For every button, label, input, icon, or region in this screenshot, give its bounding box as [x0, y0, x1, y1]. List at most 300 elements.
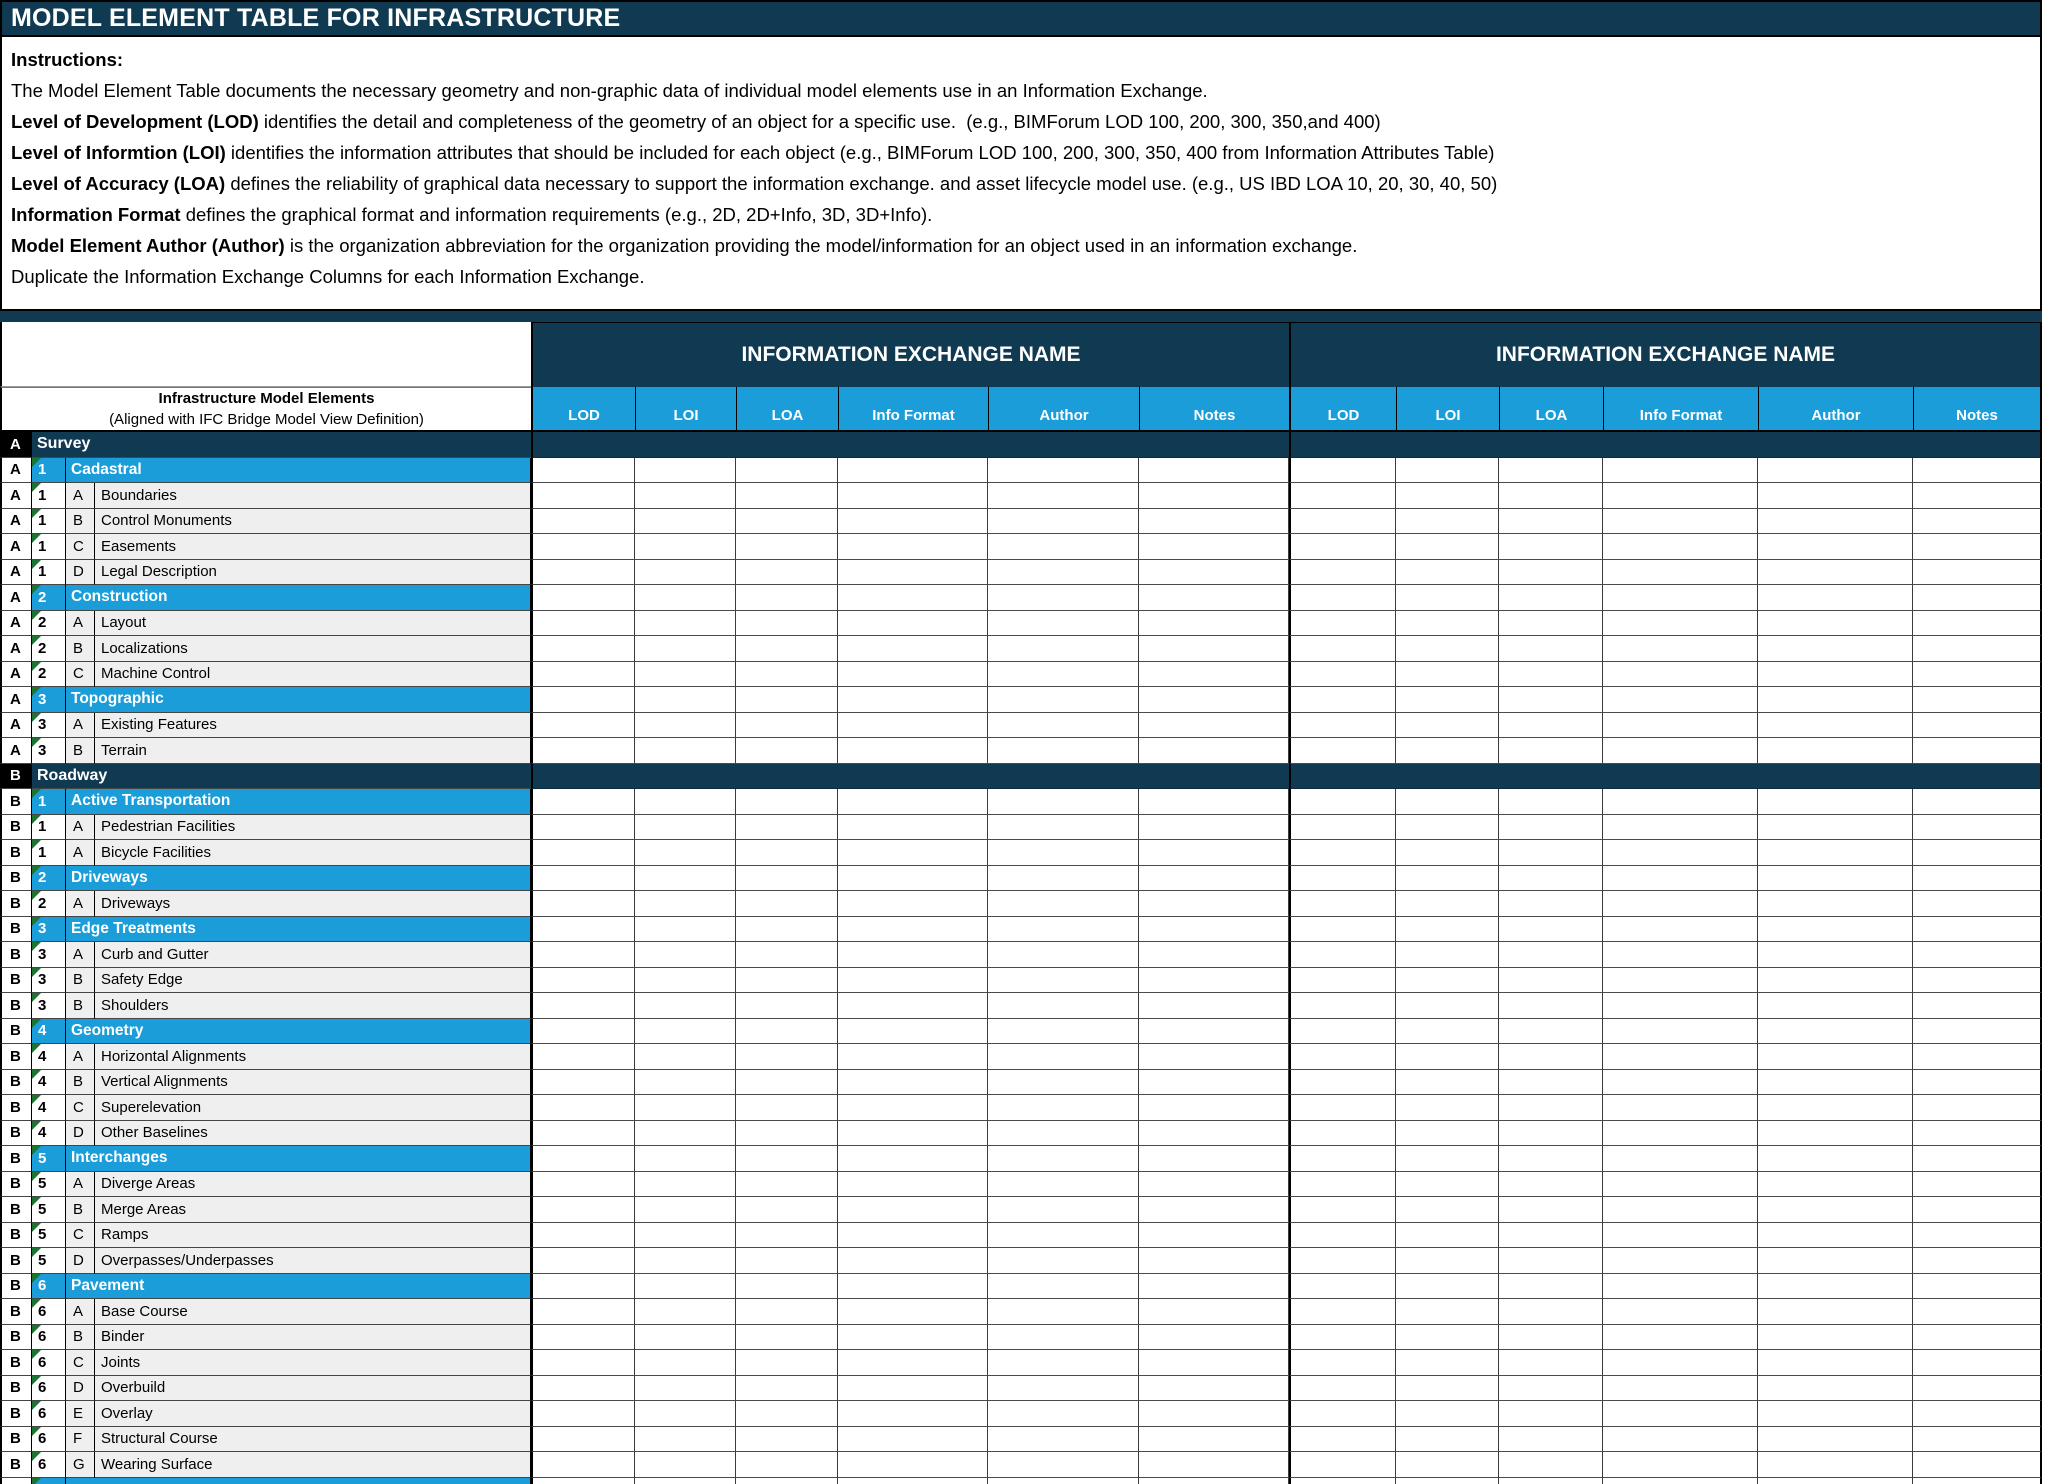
row-letter-cell[interactable]: A [0, 483, 32, 509]
data-cell[interactable] [1913, 1095, 2042, 1121]
item-label-cell[interactable]: Horizontal Alignments [95, 1044, 531, 1070]
data-cell[interactable] [1758, 738, 1913, 764]
data-cell[interactable] [635, 1223, 736, 1249]
data-cell[interactable] [1499, 1478, 1603, 1484]
row-letter-cell[interactable]: A [0, 662, 32, 688]
data-cell[interactable] [1499, 687, 1603, 713]
row-subletter-cell[interactable]: C [66, 1350, 95, 1376]
data-cell[interactable] [838, 1478, 988, 1484]
data-cell[interactable] [1603, 1121, 1758, 1147]
data-cell[interactable] [988, 1095, 1139, 1121]
row-letter-cell[interactable]: A [0, 458, 32, 484]
data-cell[interactable] [1396, 942, 1499, 968]
data-cell[interactable] [1499, 662, 1603, 688]
data-cell[interactable] [531, 1248, 635, 1274]
data-cell[interactable] [1603, 942, 1758, 968]
data-cell[interactable] [1289, 636, 1396, 662]
data-cell[interactable] [635, 1095, 736, 1121]
data-cell[interactable] [635, 968, 736, 994]
column-header-author[interactable]: Author [988, 387, 1139, 430]
data-cell[interactable] [1289, 1248, 1396, 1274]
item-label-cell[interactable]: Ramps [95, 1223, 531, 1249]
row-number-cell[interactable]: 1 [32, 840, 66, 866]
data-cell[interactable] [988, 968, 1139, 994]
data-cell[interactable] [1396, 611, 1499, 637]
data-cell[interactable] [838, 483, 988, 509]
data-cell[interactable] [1758, 815, 1913, 841]
data-cell[interactable] [1289, 968, 1396, 994]
data-cell[interactable] [1396, 738, 1499, 764]
data-cell[interactable] [1499, 1401, 1603, 1427]
data-cell[interactable] [1499, 483, 1603, 509]
data-cell[interactable] [531, 662, 635, 688]
data-cell[interactable] [1499, 1299, 1603, 1325]
row-subletter-cell[interactable]: D [66, 1121, 95, 1147]
data-cell[interactable] [736, 942, 838, 968]
data-cell[interactable] [838, 1299, 988, 1325]
data-cell[interactable] [531, 560, 635, 586]
data-cell[interactable] [1913, 1478, 2042, 1484]
data-cell[interactable] [838, 1019, 988, 1045]
row-letter-cell[interactable]: B [0, 1401, 32, 1427]
row-letter-cell[interactable]: A [0, 560, 32, 586]
data-cell[interactable] [838, 662, 988, 688]
data-cell[interactable] [1289, 1274, 1396, 1300]
data-cell[interactable] [1396, 509, 1499, 535]
data-cell[interactable] [988, 636, 1139, 662]
data-cell[interactable] [1139, 1070, 1289, 1096]
data-cell[interactable] [1499, 789, 1603, 815]
data-cell[interactable] [838, 458, 988, 484]
data-cell[interactable] [1913, 1427, 2042, 1453]
row-letter-cell[interactable]: B [0, 789, 32, 815]
data-cell[interactable] [1758, 866, 1913, 892]
data-cell[interactable] [838, 636, 988, 662]
data-cell[interactable] [736, 1223, 838, 1249]
data-cell[interactable] [838, 1401, 988, 1427]
data-cell[interactable] [1913, 866, 2042, 892]
data-cell[interactable] [1603, 458, 1758, 484]
item-label-cell[interactable]: Existing Features [95, 713, 531, 739]
item-label-cell[interactable]: Diverge Areas [95, 1172, 531, 1198]
data-cell[interactable] [1139, 738, 1289, 764]
data-cell[interactable] [838, 1325, 988, 1351]
data-cell[interactable] [1913, 1172, 2042, 1198]
item-label-cell[interactable]: Overlay [95, 1401, 531, 1427]
row-letter-cell[interactable]: B [0, 1350, 32, 1376]
data-cell[interactable] [1913, 560, 2042, 586]
data-cell[interactable] [1758, 840, 1913, 866]
data-cell[interactable] [1913, 1299, 2042, 1325]
data-cell[interactable] [635, 1121, 736, 1147]
row-letter-cell[interactable]: B [0, 1376, 32, 1402]
data-cell[interactable] [988, 1325, 1139, 1351]
data-cell[interactable] [1396, 1478, 1499, 1484]
data-cell[interactable] [838, 1427, 988, 1453]
data-cell[interactable] [531, 1299, 635, 1325]
data-cell[interactable] [1913, 611, 2042, 637]
column-header-loi[interactable]: LOI [635, 387, 736, 430]
data-cell[interactable] [1289, 1223, 1396, 1249]
data-cell[interactable] [736, 1095, 838, 1121]
data-cell[interactable] [1758, 687, 1913, 713]
row-letter-cell[interactable]: B [0, 1197, 32, 1223]
data-cell[interactable] [531, 1044, 635, 1070]
data-cell[interactable] [1603, 1172, 1758, 1198]
data-cell[interactable] [1396, 1325, 1499, 1351]
data-cell[interactable] [531, 968, 635, 994]
data-cell[interactable] [1758, 611, 1913, 637]
data-cell[interactable] [1758, 1248, 1913, 1274]
data-cell[interactable] [1603, 534, 1758, 560]
row-subletter-cell[interactable]: C [66, 534, 95, 560]
column-header-loi[interactable]: LOI [1396, 387, 1499, 430]
data-cell[interactable] [1139, 942, 1289, 968]
data-cell[interactable] [531, 1401, 635, 1427]
data-cell[interactable] [635, 1197, 736, 1223]
data-cell[interactable] [988, 560, 1139, 586]
data-cell[interactable] [988, 1478, 1139, 1484]
data-cell[interactable] [635, 1376, 736, 1402]
column-header-info-format[interactable]: Info Format [838, 387, 988, 430]
section-data-region[interactable] [1289, 764, 2042, 790]
data-cell[interactable] [1913, 1274, 2042, 1300]
data-cell[interactable] [1603, 1248, 1758, 1274]
data-cell[interactable] [1499, 738, 1603, 764]
data-cell[interactable] [1396, 815, 1499, 841]
data-cell[interactable] [635, 1146, 736, 1172]
data-cell[interactable] [736, 1376, 838, 1402]
data-cell[interactable] [1289, 789, 1396, 815]
data-cell[interactable] [736, 866, 838, 892]
row-subletter-cell[interactable]: B [66, 1197, 95, 1223]
data-cell[interactable] [736, 1274, 838, 1300]
data-cell[interactable] [635, 713, 736, 739]
data-cell[interactable] [1758, 1325, 1913, 1351]
section-data-region[interactable] [1289, 432, 2042, 458]
data-cell[interactable] [736, 789, 838, 815]
row-number-cell[interactable]: 2 [32, 611, 66, 637]
row-subletter-cell[interactable]: D [66, 560, 95, 586]
data-cell[interactable] [531, 891, 635, 917]
data-cell[interactable] [1913, 534, 2042, 560]
data-cell[interactable] [736, 815, 838, 841]
data-cell[interactable] [1603, 1095, 1758, 1121]
data-cell[interactable] [1499, 509, 1603, 535]
data-cell[interactable] [635, 738, 736, 764]
data-cell[interactable] [1289, 1325, 1396, 1351]
data-cell[interactable] [1289, 1299, 1396, 1325]
data-cell[interactable] [1499, 917, 1603, 943]
data-cell[interactable] [1139, 534, 1289, 560]
row-letter-cell[interactable]: B [0, 1019, 32, 1045]
row-number-cell[interactable]: 6 [32, 1274, 66, 1300]
data-cell[interactable] [1139, 483, 1289, 509]
data-cell[interactable] [1396, 662, 1499, 688]
data-cell[interactable] [838, 560, 988, 586]
data-cell[interactable] [1289, 1401, 1396, 1427]
data-cell[interactable] [531, 585, 635, 611]
row-number-cell[interactable]: 1 [32, 560, 66, 586]
data-cell[interactable] [1139, 1223, 1289, 1249]
data-cell[interactable] [1499, 1044, 1603, 1070]
data-cell[interactable] [1499, 1248, 1603, 1274]
data-cell[interactable] [531, 942, 635, 968]
data-cell[interactable] [1913, 993, 2042, 1019]
data-cell[interactable] [1603, 636, 1758, 662]
item-label-cell[interactable]: Safety Edge [95, 968, 531, 994]
data-cell[interactable] [635, 534, 736, 560]
data-cell[interactable] [1289, 738, 1396, 764]
data-cell[interactable] [531, 1274, 635, 1300]
row-subletter-cell[interactable]: B [66, 993, 95, 1019]
data-cell[interactable] [1289, 866, 1396, 892]
data-cell[interactable] [635, 458, 736, 484]
column-header-loa[interactable]: LOA [1499, 387, 1603, 430]
column-header-author[interactable]: Author [1758, 387, 1913, 430]
data-cell[interactable] [1289, 891, 1396, 917]
data-cell[interactable] [1396, 1146, 1499, 1172]
item-label-cell[interactable]: Boundaries [95, 483, 531, 509]
data-cell[interactable] [1913, 968, 2042, 994]
category-label-cell[interactable]: Driveways [66, 866, 531, 892]
data-cell[interactable] [1396, 1019, 1499, 1045]
data-cell[interactable] [1139, 560, 1289, 586]
data-cell[interactable] [1139, 1299, 1289, 1325]
row-letter-cell[interactable]: B [0, 1121, 32, 1147]
row-letter-cell[interactable]: A [0, 585, 32, 611]
item-label-cell[interactable]: Layout [95, 611, 531, 637]
data-cell[interactable] [838, 1274, 988, 1300]
data-cell[interactable] [1758, 534, 1913, 560]
data-cell[interactable] [1139, 687, 1289, 713]
data-cell[interactable] [1289, 1452, 1396, 1478]
data-cell[interactable] [736, 458, 838, 484]
data-cell[interactable] [1603, 1427, 1758, 1453]
data-cell[interactable] [531, 687, 635, 713]
data-cell[interactable] [635, 1299, 736, 1325]
category-label-cell[interactable]: Pavement [66, 1274, 531, 1300]
data-cell[interactable] [1289, 560, 1396, 586]
data-cell[interactable] [838, 1121, 988, 1147]
data-cell[interactable] [1139, 1452, 1289, 1478]
row-letter-cell[interactable]: B [0, 1146, 32, 1172]
data-cell[interactable] [1499, 815, 1603, 841]
data-cell[interactable] [838, 942, 988, 968]
data-cell[interactable] [635, 942, 736, 968]
data-cell[interactable] [635, 585, 736, 611]
row-number-cell[interactable]: 3 [32, 687, 66, 713]
data-cell[interactable] [1913, 1452, 2042, 1478]
data-cell[interactable] [1396, 1248, 1499, 1274]
data-cell[interactable] [1139, 458, 1289, 484]
row-letter-cell[interactable]: A [0, 636, 32, 662]
data-cell[interactable] [635, 917, 736, 943]
data-cell[interactable] [635, 483, 736, 509]
data-cell[interactable] [736, 611, 838, 637]
data-cell[interactable] [838, 917, 988, 943]
data-cell[interactable] [1603, 1044, 1758, 1070]
data-cell[interactable] [1396, 1350, 1499, 1376]
row-number-cell[interactable]: 2 [32, 585, 66, 611]
category-label-cell[interactable]: Geometry [66, 1019, 531, 1045]
row-number-cell[interactable]: 4 [32, 1070, 66, 1096]
data-cell[interactable] [1139, 1427, 1289, 1453]
data-cell[interactable] [988, 789, 1139, 815]
data-cell[interactable] [531, 611, 635, 637]
row-subletter-cell[interactable]: A [66, 483, 95, 509]
data-cell[interactable] [1499, 636, 1603, 662]
data-cell[interactable] [838, 1172, 988, 1198]
data-cell[interactable] [1758, 968, 1913, 994]
row-number-cell[interactable]: 1 [32, 815, 66, 841]
row-letter-cell[interactable]: B [0, 866, 32, 892]
data-cell[interactable] [838, 738, 988, 764]
row-letter-cell[interactable]: B [0, 968, 32, 994]
data-cell[interactable] [1758, 1146, 1913, 1172]
data-cell[interactable] [1396, 483, 1499, 509]
row-subletter-cell[interactable]: E [66, 1401, 95, 1427]
row-number-cell[interactable]: 1 [32, 458, 66, 484]
model-elements-header-cell[interactable] [0, 387, 531, 430]
data-cell[interactable] [1289, 1044, 1396, 1070]
row-number-cell[interactable]: 2 [32, 866, 66, 892]
data-cell[interactable] [1396, 1070, 1499, 1096]
data-cell[interactable] [988, 917, 1139, 943]
data-cell[interactable] [1913, 840, 2042, 866]
data-cell[interactable] [635, 1274, 736, 1300]
row-letter-cell[interactable]: B [0, 891, 32, 917]
data-cell[interactable] [1913, 662, 2042, 688]
data-cell[interactable] [1603, 1350, 1758, 1376]
row-letter-cell[interactable]: B [0, 1070, 32, 1096]
data-cell[interactable] [635, 789, 736, 815]
data-cell[interactable] [1603, 1452, 1758, 1478]
data-cell[interactable] [1913, 1248, 2042, 1274]
data-cell[interactable] [838, 534, 988, 560]
data-cell[interactable] [1289, 815, 1396, 841]
data-cell[interactable] [1603, 917, 1758, 943]
data-cell[interactable] [1758, 1299, 1913, 1325]
data-cell[interactable] [838, 611, 988, 637]
data-cell[interactable] [531, 1095, 635, 1121]
data-cell[interactable] [1913, 815, 2042, 841]
section-data-region[interactable] [531, 432, 1289, 458]
data-cell[interactable] [1499, 1146, 1603, 1172]
row-subletter-cell[interactable]: D [66, 1376, 95, 1402]
item-label-cell[interactable]: Machine Control [95, 662, 531, 688]
data-cell[interactable] [1139, 1146, 1289, 1172]
data-cell[interactable] [736, 1197, 838, 1223]
data-cell[interactable] [1499, 1452, 1603, 1478]
data-cell[interactable] [838, 585, 988, 611]
data-cell[interactable] [1913, 1350, 2042, 1376]
item-label-cell[interactable]: Terrain [95, 738, 531, 764]
data-cell[interactable] [1139, 968, 1289, 994]
row-subletter-cell[interactable]: A [66, 840, 95, 866]
row-subletter-cell[interactable]: A [66, 815, 95, 841]
row-number-cell[interactable]: 3 [32, 993, 66, 1019]
data-cell[interactable] [1603, 866, 1758, 892]
data-cell[interactable] [1139, 789, 1289, 815]
data-cell[interactable] [635, 1452, 736, 1478]
data-cell[interactable] [531, 789, 635, 815]
data-cell[interactable] [1139, 713, 1289, 739]
item-label-cell[interactable]: Bicycle Facilities [95, 840, 531, 866]
data-cell[interactable] [1139, 585, 1289, 611]
data-cell[interactable] [1139, 1019, 1289, 1045]
info-exchange-group-header-2[interactable]: INFORMATION EXCHANGE NAME [1289, 322, 2042, 387]
data-cell[interactable] [736, 1146, 838, 1172]
data-cell[interactable] [635, 1478, 736, 1484]
data-cell[interactable] [1396, 866, 1499, 892]
data-cell[interactable] [1396, 1223, 1499, 1249]
data-cell[interactable] [1913, 942, 2042, 968]
data-cell[interactable] [531, 1172, 635, 1198]
row-letter-cell[interactable]: B [0, 1274, 32, 1300]
data-cell[interactable] [531, 1427, 635, 1453]
data-cell[interactable] [635, 993, 736, 1019]
row-number-cell[interactable]: 6 [32, 1350, 66, 1376]
data-cell[interactable] [1603, 560, 1758, 586]
data-cell[interactable] [635, 1044, 736, 1070]
data-cell[interactable] [988, 1274, 1139, 1300]
data-cell[interactable] [531, 483, 635, 509]
data-cell[interactable] [531, 509, 635, 535]
row-letter-cell[interactable]: B [0, 815, 32, 841]
data-cell[interactable] [736, 1019, 838, 1045]
row-number-cell[interactable]: 1 [32, 789, 66, 815]
data-cell[interactable] [1499, 1350, 1603, 1376]
row-letter-cell[interactable]: B [0, 1452, 32, 1478]
row-subletter-cell[interactable]: C [66, 1223, 95, 1249]
data-cell[interactable] [988, 840, 1139, 866]
row-letter-cell[interactable]: B [0, 1044, 32, 1070]
data-cell[interactable] [635, 1427, 736, 1453]
row-number-cell[interactable]: 3 [32, 942, 66, 968]
data-cell[interactable] [635, 1248, 736, 1274]
data-cell[interactable] [1289, 1478, 1396, 1484]
category-label-cell[interactable]: Interchanges [66, 1146, 531, 1172]
data-cell[interactable] [531, 1146, 635, 1172]
data-cell[interactable] [988, 1146, 1139, 1172]
data-cell[interactable] [1289, 1070, 1396, 1096]
row-subletter-cell[interactable]: G [66, 1452, 95, 1478]
data-cell[interactable] [1603, 738, 1758, 764]
data-cell[interactable] [736, 917, 838, 943]
data-cell[interactable] [736, 509, 838, 535]
row-subletter-cell[interactable]: B [66, 636, 95, 662]
data-cell[interactable] [635, 662, 736, 688]
row-number-cell[interactable] [32, 1478, 66, 1484]
data-cell[interactable] [1603, 1376, 1758, 1402]
item-label-cell[interactable]: Merge Areas [95, 1197, 531, 1223]
data-cell[interactable] [531, 866, 635, 892]
data-cell[interactable] [635, 611, 736, 637]
data-cell[interactable] [1289, 534, 1396, 560]
data-cell[interactable] [988, 1299, 1139, 1325]
row-letter-cell[interactable]: B [0, 1095, 32, 1121]
data-cell[interactable] [838, 1350, 988, 1376]
data-cell[interactable] [1139, 840, 1289, 866]
data-cell[interactable] [1139, 815, 1289, 841]
data-cell[interactable] [1139, 1350, 1289, 1376]
data-cell[interactable] [1289, 1376, 1396, 1402]
data-cell[interactable] [531, 738, 635, 764]
row-letter-cell[interactable]: B [0, 840, 32, 866]
data-cell[interactable] [1289, 1427, 1396, 1453]
item-label-cell[interactable]: Curb and Gutter [95, 942, 531, 968]
